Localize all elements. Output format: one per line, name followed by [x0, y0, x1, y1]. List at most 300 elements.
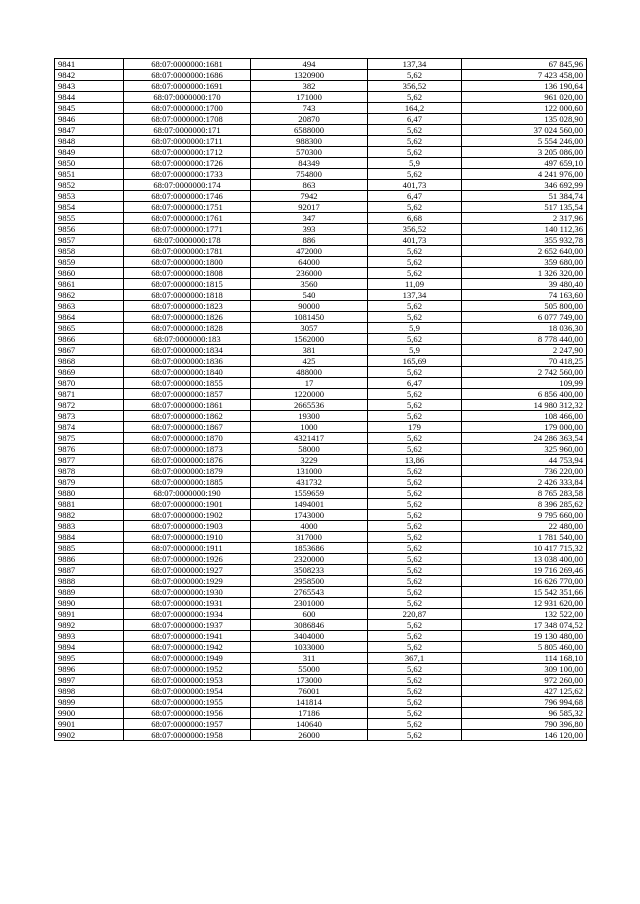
cadastral-value-cell: 972 260,00: [462, 675, 587, 686]
cadastral-number-cell: 68:07:0000000:1949: [124, 653, 251, 664]
cadastral-number-cell: 68:07:0000000:1927: [124, 565, 251, 576]
cadastral-value-cell: 135 028,90: [462, 114, 587, 125]
specific-value-cell: 5,62: [368, 125, 462, 136]
table-row: [55, 213, 587, 224]
cadastral-number-cell: 68:07:0000000:1942: [124, 642, 251, 653]
table-row: [55, 477, 587, 488]
area-cell: 90000: [251, 301, 368, 312]
cadastral-number-cell: 68:07:0000000:1911: [124, 543, 251, 554]
cadastral-number-cell: 68:07:0000000:1815: [124, 279, 251, 290]
table-row: [55, 730, 587, 741]
cadastral-number-cell: 68:07:0000000:1746: [124, 191, 251, 202]
cadastral-number-cell: 68:07:0000000:1931: [124, 598, 251, 609]
row-number-cell: 9900: [55, 708, 124, 719]
cadastral-value-cell: 108 466,00: [462, 411, 587, 422]
cadastral-number-cell: 68:07:0000000:171: [124, 125, 251, 136]
specific-value-cell: 220,87: [368, 609, 462, 620]
cadastral-number-cell: 68:07:0000000:1733: [124, 169, 251, 180]
cadastral-number-cell: 68:07:0000000:1708: [124, 114, 251, 125]
cadastral-value-cell: 179 000,00: [462, 422, 587, 433]
specific-value-cell: 367,1: [368, 653, 462, 664]
specific-value-cell: 5,9: [368, 345, 462, 356]
specific-value-cell: 5,62: [368, 367, 462, 378]
cadastral-value-table: [54, 58, 587, 741]
row-number-cell: 9869: [55, 367, 124, 378]
row-number-cell: 9886: [55, 554, 124, 565]
specific-value-cell: 5,62: [368, 532, 462, 543]
specific-value-cell: 5,62: [368, 136, 462, 147]
table-row: [55, 620, 587, 631]
area-cell: 141814: [251, 697, 368, 708]
cadastral-value-cell: 37 024 560,00: [462, 125, 587, 136]
table-row: [55, 675, 587, 686]
cadastral-value-cell: 140 112,36: [462, 224, 587, 235]
cadastral-value-cell: 1 326 320,00: [462, 268, 587, 279]
area-cell: 171000: [251, 92, 368, 103]
area-cell: 886: [251, 235, 368, 246]
cadastral-number-cell: 68:07:0000000:1876: [124, 455, 251, 466]
cadastral-number-cell: 68:07:0000000:1954: [124, 686, 251, 697]
cadastral-value-cell: 8 396 285,62: [462, 499, 587, 510]
cadastral-value-cell: 505 800,00: [462, 301, 587, 312]
table-row: [55, 389, 587, 400]
table-row: [55, 290, 587, 301]
row-number-cell: 9876: [55, 444, 124, 455]
area-cell: 431732: [251, 477, 368, 488]
cadastral-value-cell: 19 130 480,00: [462, 631, 587, 642]
row-number-cell: 9856: [55, 224, 124, 235]
cadastral-number-cell: 68:07:0000000:1955: [124, 697, 251, 708]
area-cell: 600: [251, 609, 368, 620]
area-cell: 1494001: [251, 499, 368, 510]
specific-value-cell: 356,52: [368, 224, 462, 235]
cadastral-value-cell: 9 795 660,00: [462, 510, 587, 521]
specific-value-cell: 356,52: [368, 81, 462, 92]
row-number-cell: 9859: [55, 257, 124, 268]
cadastral-value-cell: 67 845,96: [462, 59, 587, 70]
row-number-cell: 9847: [55, 125, 124, 136]
area-cell: 64000: [251, 257, 368, 268]
row-number-cell: 9846: [55, 114, 124, 125]
area-cell: 2958500: [251, 576, 368, 587]
cadastral-value-cell: 136 190,64: [462, 81, 587, 92]
cadastral-number-cell: 68:07:0000000:190: [124, 488, 251, 499]
specific-value-cell: 5,62: [368, 477, 462, 488]
cadastral-number-cell: 68:07:0000000:1726: [124, 158, 251, 169]
area-cell: 1220000: [251, 389, 368, 400]
cadastral-value-cell: 1 781 540,00: [462, 532, 587, 543]
table-row: [55, 455, 587, 466]
row-number-cell: 9894: [55, 642, 124, 653]
row-number-cell: 9867: [55, 345, 124, 356]
cadastral-number-cell: 68:07:0000000:1910: [124, 532, 251, 543]
row-number-cell: 9873: [55, 411, 124, 422]
area-cell: 2301000: [251, 598, 368, 609]
row-number-cell: 9901: [55, 719, 124, 730]
area-cell: 26000: [251, 730, 368, 741]
specific-value-cell: 165,69: [368, 356, 462, 367]
cadastral-number-cell: 68:07:0000000:1711: [124, 136, 251, 147]
area-cell: 4000: [251, 521, 368, 532]
table-row: [55, 125, 587, 136]
specific-value-cell: 5,62: [368, 664, 462, 675]
table-row: [55, 70, 587, 81]
row-number-cell: 9858: [55, 246, 124, 257]
area-cell: 1559659: [251, 488, 368, 499]
cadastral-value-cell: 8 765 283,58: [462, 488, 587, 499]
cadastral-number-cell: 68:07:0000000:1903: [124, 521, 251, 532]
cadastral-number-cell: 68:07:0000000:1867: [124, 422, 251, 433]
table-row: [55, 235, 587, 246]
specific-value-cell: 5,62: [368, 697, 462, 708]
area-cell: 540: [251, 290, 368, 301]
table-row: [55, 378, 587, 389]
cadastral-number-cell: 68:07:0000000:1862: [124, 411, 251, 422]
cadastral-value-cell: 796 994,68: [462, 697, 587, 708]
cadastral-value-cell: 109,99: [462, 378, 587, 389]
cadastral-value-cell: 309 100,00: [462, 664, 587, 675]
specific-value-cell: 5,62: [368, 312, 462, 323]
row-number-cell: 9877: [55, 455, 124, 466]
table-row: [55, 59, 587, 70]
cadastral-value-cell: 961 020,00: [462, 92, 587, 103]
specific-value-cell: 5,62: [368, 587, 462, 598]
table-row: [55, 499, 587, 510]
specific-value-cell: 5,62: [368, 70, 462, 81]
cadastral-number-cell: 68:07:0000000:178: [124, 235, 251, 246]
table-row: [55, 257, 587, 268]
cadastral-value-cell: 114 168,10: [462, 653, 587, 664]
row-number-cell: 9872: [55, 400, 124, 411]
specific-value-cell: 5,62: [368, 708, 462, 719]
specific-value-cell: 5,9: [368, 158, 462, 169]
specific-value-cell: 5,62: [368, 444, 462, 455]
cadastral-value-cell: 355 932,78: [462, 235, 587, 246]
area-cell: 311: [251, 653, 368, 664]
row-number-cell: 9864: [55, 312, 124, 323]
area-cell: 317000: [251, 532, 368, 543]
table-row: [55, 708, 587, 719]
table-row: [55, 697, 587, 708]
cadastral-value-cell: 132 522,00: [462, 609, 587, 620]
cadastral-value-cell: 6 856 400,00: [462, 389, 587, 400]
row-number-cell: 9902: [55, 730, 124, 741]
specific-value-cell: 5,62: [368, 257, 462, 268]
table-row: [55, 147, 587, 158]
cadastral-number-cell: 68:07:0000000:1834: [124, 345, 251, 356]
table-row: [55, 532, 587, 543]
row-number-cell: 9892: [55, 620, 124, 631]
specific-value-cell: 5,62: [368, 565, 462, 576]
area-cell: 1320900: [251, 70, 368, 81]
table-row: [55, 356, 587, 367]
cadastral-value-cell: 517 135,54: [462, 202, 587, 213]
table-row: [55, 598, 587, 609]
row-number-cell: 9857: [55, 235, 124, 246]
table-row: [55, 400, 587, 411]
specific-value-cell: 137,34: [368, 290, 462, 301]
specific-value-cell: 5,62: [368, 499, 462, 510]
area-cell: 58000: [251, 444, 368, 455]
table-row: [55, 136, 587, 147]
cadastral-value-cell: 2 247,90: [462, 345, 587, 356]
cadastral-number-cell: 68:07:0000000:1941: [124, 631, 251, 642]
table-row: [55, 565, 587, 576]
area-cell: 6588000: [251, 125, 368, 136]
area-cell: 19300: [251, 411, 368, 422]
area-cell: 140640: [251, 719, 368, 730]
row-number-cell: 9841: [55, 59, 124, 70]
cadastral-number-cell: 68:07:0000000:1828: [124, 323, 251, 334]
cadastral-number-cell: 68:07:0000000:1771: [124, 224, 251, 235]
area-cell: 55000: [251, 664, 368, 675]
row-number-cell: 9871: [55, 389, 124, 400]
cadastral-number-cell: 68:07:0000000:1879: [124, 466, 251, 477]
table-row: [55, 103, 587, 114]
cadastral-number-cell: 68:07:0000000:1808: [124, 268, 251, 279]
table-row: [55, 521, 587, 532]
specific-value-cell: 5,62: [368, 433, 462, 444]
cadastral-value-cell: 17 348 074,52: [462, 620, 587, 631]
area-cell: 754800: [251, 169, 368, 180]
table-row: [55, 664, 587, 675]
cadastral-value-cell: 2 317,96: [462, 213, 587, 224]
cadastral-value-cell: 51 384,74: [462, 191, 587, 202]
row-number-cell: 9844: [55, 92, 124, 103]
row-number-cell: 9898: [55, 686, 124, 697]
cadastral-value-cell: 325 960,00: [462, 444, 587, 455]
specific-value-cell: 5,62: [368, 510, 462, 521]
cadastral-value-cell: 2 652 640,00: [462, 246, 587, 257]
cadastral-number-cell: 68:07:0000000:1934: [124, 609, 251, 620]
specific-value-cell: 5,62: [368, 147, 462, 158]
cadastral-number-cell: 68:07:0000000:1818: [124, 290, 251, 301]
area-cell: 2665536: [251, 400, 368, 411]
cadastral-number-cell: 68:07:0000000:1885: [124, 477, 251, 488]
cadastral-number-cell: 68:07:0000000:1957: [124, 719, 251, 730]
table-row: [55, 488, 587, 499]
cadastral-number-cell: 68:07:0000000:1873: [124, 444, 251, 455]
area-cell: 488000: [251, 367, 368, 378]
area-cell: 1853686: [251, 543, 368, 554]
area-cell: 347: [251, 213, 368, 224]
table-row: [55, 433, 587, 444]
cadastral-value-cell: 22 480,00: [462, 521, 587, 532]
row-number-cell: 9891: [55, 609, 124, 620]
row-number-cell: 9881: [55, 499, 124, 510]
cadastral-number-cell: 68:07:0000000:1781: [124, 246, 251, 257]
cadastral-value-cell: 13 038 400,00: [462, 554, 587, 565]
area-cell: 173000: [251, 675, 368, 686]
row-number-cell: 9842: [55, 70, 124, 81]
cadastral-number-cell: 68:07:0000000:174: [124, 180, 251, 191]
area-cell: 17: [251, 378, 368, 389]
table-row: [55, 334, 587, 345]
row-number-cell: 9855: [55, 213, 124, 224]
cadastral-number-cell: 68:07:0000000:1937: [124, 620, 251, 631]
specific-value-cell: 5,62: [368, 466, 462, 477]
cadastral-number-cell: 68:07:0000000:1929: [124, 576, 251, 587]
area-cell: 1000: [251, 422, 368, 433]
table-row: [55, 158, 587, 169]
row-number-cell: 9845: [55, 103, 124, 114]
cadastral-value-cell: 346 692,99: [462, 180, 587, 191]
specific-value-cell: 137,34: [368, 59, 462, 70]
area-cell: 131000: [251, 466, 368, 477]
area-cell: 4321417: [251, 433, 368, 444]
row-number-cell: 9882: [55, 510, 124, 521]
table-row: [55, 510, 587, 521]
specific-value-cell: 5,62: [368, 389, 462, 400]
table-row: [55, 543, 587, 554]
row-number-cell: 9852: [55, 180, 124, 191]
area-cell: 988300: [251, 136, 368, 147]
cadastral-number-cell: 68:07:0000000:183: [124, 334, 251, 345]
cadastral-number-cell: 68:07:0000000:1840: [124, 367, 251, 378]
row-number-cell: 9862: [55, 290, 124, 301]
table-row: [55, 411, 587, 422]
row-number-cell: 9890: [55, 598, 124, 609]
row-number-cell: 9885: [55, 543, 124, 554]
cadastral-value-cell: 790 396,80: [462, 719, 587, 730]
row-number-cell: 9884: [55, 532, 124, 543]
table-row: [55, 323, 587, 334]
specific-value-cell: 164,2: [368, 103, 462, 114]
area-cell: 17186: [251, 708, 368, 719]
row-number-cell: 9889: [55, 587, 124, 598]
specific-value-cell: 5,62: [368, 576, 462, 587]
specific-value-cell: 5,62: [368, 554, 462, 565]
table-row: [55, 81, 587, 92]
area-cell: 92017: [251, 202, 368, 213]
specific-value-cell: 5,62: [368, 334, 462, 345]
area-cell: 743: [251, 103, 368, 114]
cadastral-value-cell: 5 805 460,00: [462, 642, 587, 653]
cadastral-value-cell: 6 077 749,00: [462, 312, 587, 323]
table-row: [55, 268, 587, 279]
specific-value-cell: 5,62: [368, 202, 462, 213]
row-number-cell: 9866: [55, 334, 124, 345]
row-number-cell: 9851: [55, 169, 124, 180]
area-cell: 20870: [251, 114, 368, 125]
table-row: [55, 631, 587, 642]
area-cell: 1033000: [251, 642, 368, 653]
area-cell: 3508233: [251, 565, 368, 576]
table-row: [55, 642, 587, 653]
cadastral-number-cell: 68:07:0000000:1855: [124, 378, 251, 389]
specific-value-cell: 5,62: [368, 411, 462, 422]
specific-value-cell: 5,62: [368, 675, 462, 686]
area-cell: 382: [251, 81, 368, 92]
table-row: [55, 609, 587, 620]
cadastral-number-cell: 68:07:0000000:170: [124, 92, 251, 103]
row-number-cell: 9860: [55, 268, 124, 279]
cadastral-number-cell: 68:07:0000000:1686: [124, 70, 251, 81]
table-row: [55, 466, 587, 477]
specific-value-cell: 13,86: [368, 455, 462, 466]
row-number-cell: 9843: [55, 81, 124, 92]
specific-value-cell: 5,62: [368, 521, 462, 532]
row-number-cell: 9888: [55, 576, 124, 587]
row-number-cell: 9849: [55, 147, 124, 158]
row-number-cell: 9897: [55, 675, 124, 686]
specific-value-cell: 5,62: [368, 598, 462, 609]
cadastral-number-cell: 68:07:0000000:1712: [124, 147, 251, 158]
cadastral-value-cell: 497 659,10: [462, 158, 587, 169]
area-cell: 2320000: [251, 554, 368, 565]
row-number-cell: 9880: [55, 488, 124, 499]
table-row: [55, 422, 587, 433]
table-row: [55, 312, 587, 323]
table-row: [55, 367, 587, 378]
table-row: [55, 224, 587, 235]
area-cell: 863: [251, 180, 368, 191]
area-cell: 76001: [251, 686, 368, 697]
specific-value-cell: 6,47: [368, 191, 462, 202]
row-number-cell: 9874: [55, 422, 124, 433]
table-row: [55, 92, 587, 103]
cadastral-value-cell: 24 286 363,54: [462, 433, 587, 444]
cadastral-value-cell: 427 125,62: [462, 686, 587, 697]
specific-value-cell: 5,62: [368, 301, 462, 312]
area-cell: 3086846: [251, 620, 368, 631]
row-number-cell: 9879: [55, 477, 124, 488]
cadastral-number-cell: 68:07:0000000:1823: [124, 301, 251, 312]
specific-value-cell: 5,62: [368, 642, 462, 653]
cadastral-value-cell: 74 163,60: [462, 290, 587, 301]
area-cell: 2765543: [251, 587, 368, 598]
specific-value-cell: 5,62: [368, 92, 462, 103]
row-number-cell: 9863: [55, 301, 124, 312]
area-cell: 494: [251, 59, 368, 70]
area-cell: 381: [251, 345, 368, 356]
area-cell: 84349: [251, 158, 368, 169]
cadastral-number-cell: 68:07:0000000:1700: [124, 103, 251, 114]
cadastral-number-cell: 68:07:0000000:1902: [124, 510, 251, 521]
cadastral-value-cell: 70 418,25: [462, 356, 587, 367]
area-cell: 3229: [251, 455, 368, 466]
table-row: [55, 191, 587, 202]
row-number-cell: 9853: [55, 191, 124, 202]
cadastral-number-cell: 68:07:0000000:1952: [124, 664, 251, 675]
cadastral-number-cell: 68:07:0000000:1958: [124, 730, 251, 741]
row-number-cell: 9896: [55, 664, 124, 675]
cadastral-value-cell: 19 716 269,46: [462, 565, 587, 576]
area-cell: 3560: [251, 279, 368, 290]
row-number-cell: 9899: [55, 697, 124, 708]
area-cell: 1081450: [251, 312, 368, 323]
cadastral-value-cell: 4 241 976,00: [462, 169, 587, 180]
cadastral-value-cell: 14 980 312,32: [462, 400, 587, 411]
specific-value-cell: 6,68: [368, 213, 462, 224]
cadastral-number-cell: 68:07:0000000:1926: [124, 554, 251, 565]
cadastral-value-cell: 7 423 458,00: [462, 70, 587, 81]
specific-value-cell: 5,62: [368, 686, 462, 697]
specific-value-cell: 5,62: [368, 246, 462, 257]
cadastral-value-cell: 15 542 351,66: [462, 587, 587, 598]
cadastral-value-cell: 12 931 620,00: [462, 598, 587, 609]
cadastral-value-cell: 96 585,32: [462, 708, 587, 719]
specific-value-cell: 11,09: [368, 279, 462, 290]
cadastral-value-cell: 3 205 086,00: [462, 147, 587, 158]
specific-value-cell: 6,47: [368, 378, 462, 389]
cadastral-number-cell: 68:07:0000000:1930: [124, 587, 251, 598]
row-number-cell: 9887: [55, 565, 124, 576]
cadastral-value-cell: 39 480,40: [462, 279, 587, 290]
cadastral-value-cell: 5 554 246,00: [462, 136, 587, 147]
row-number-cell: 9893: [55, 631, 124, 642]
cadastral-number-cell: 68:07:0000000:1870: [124, 433, 251, 444]
